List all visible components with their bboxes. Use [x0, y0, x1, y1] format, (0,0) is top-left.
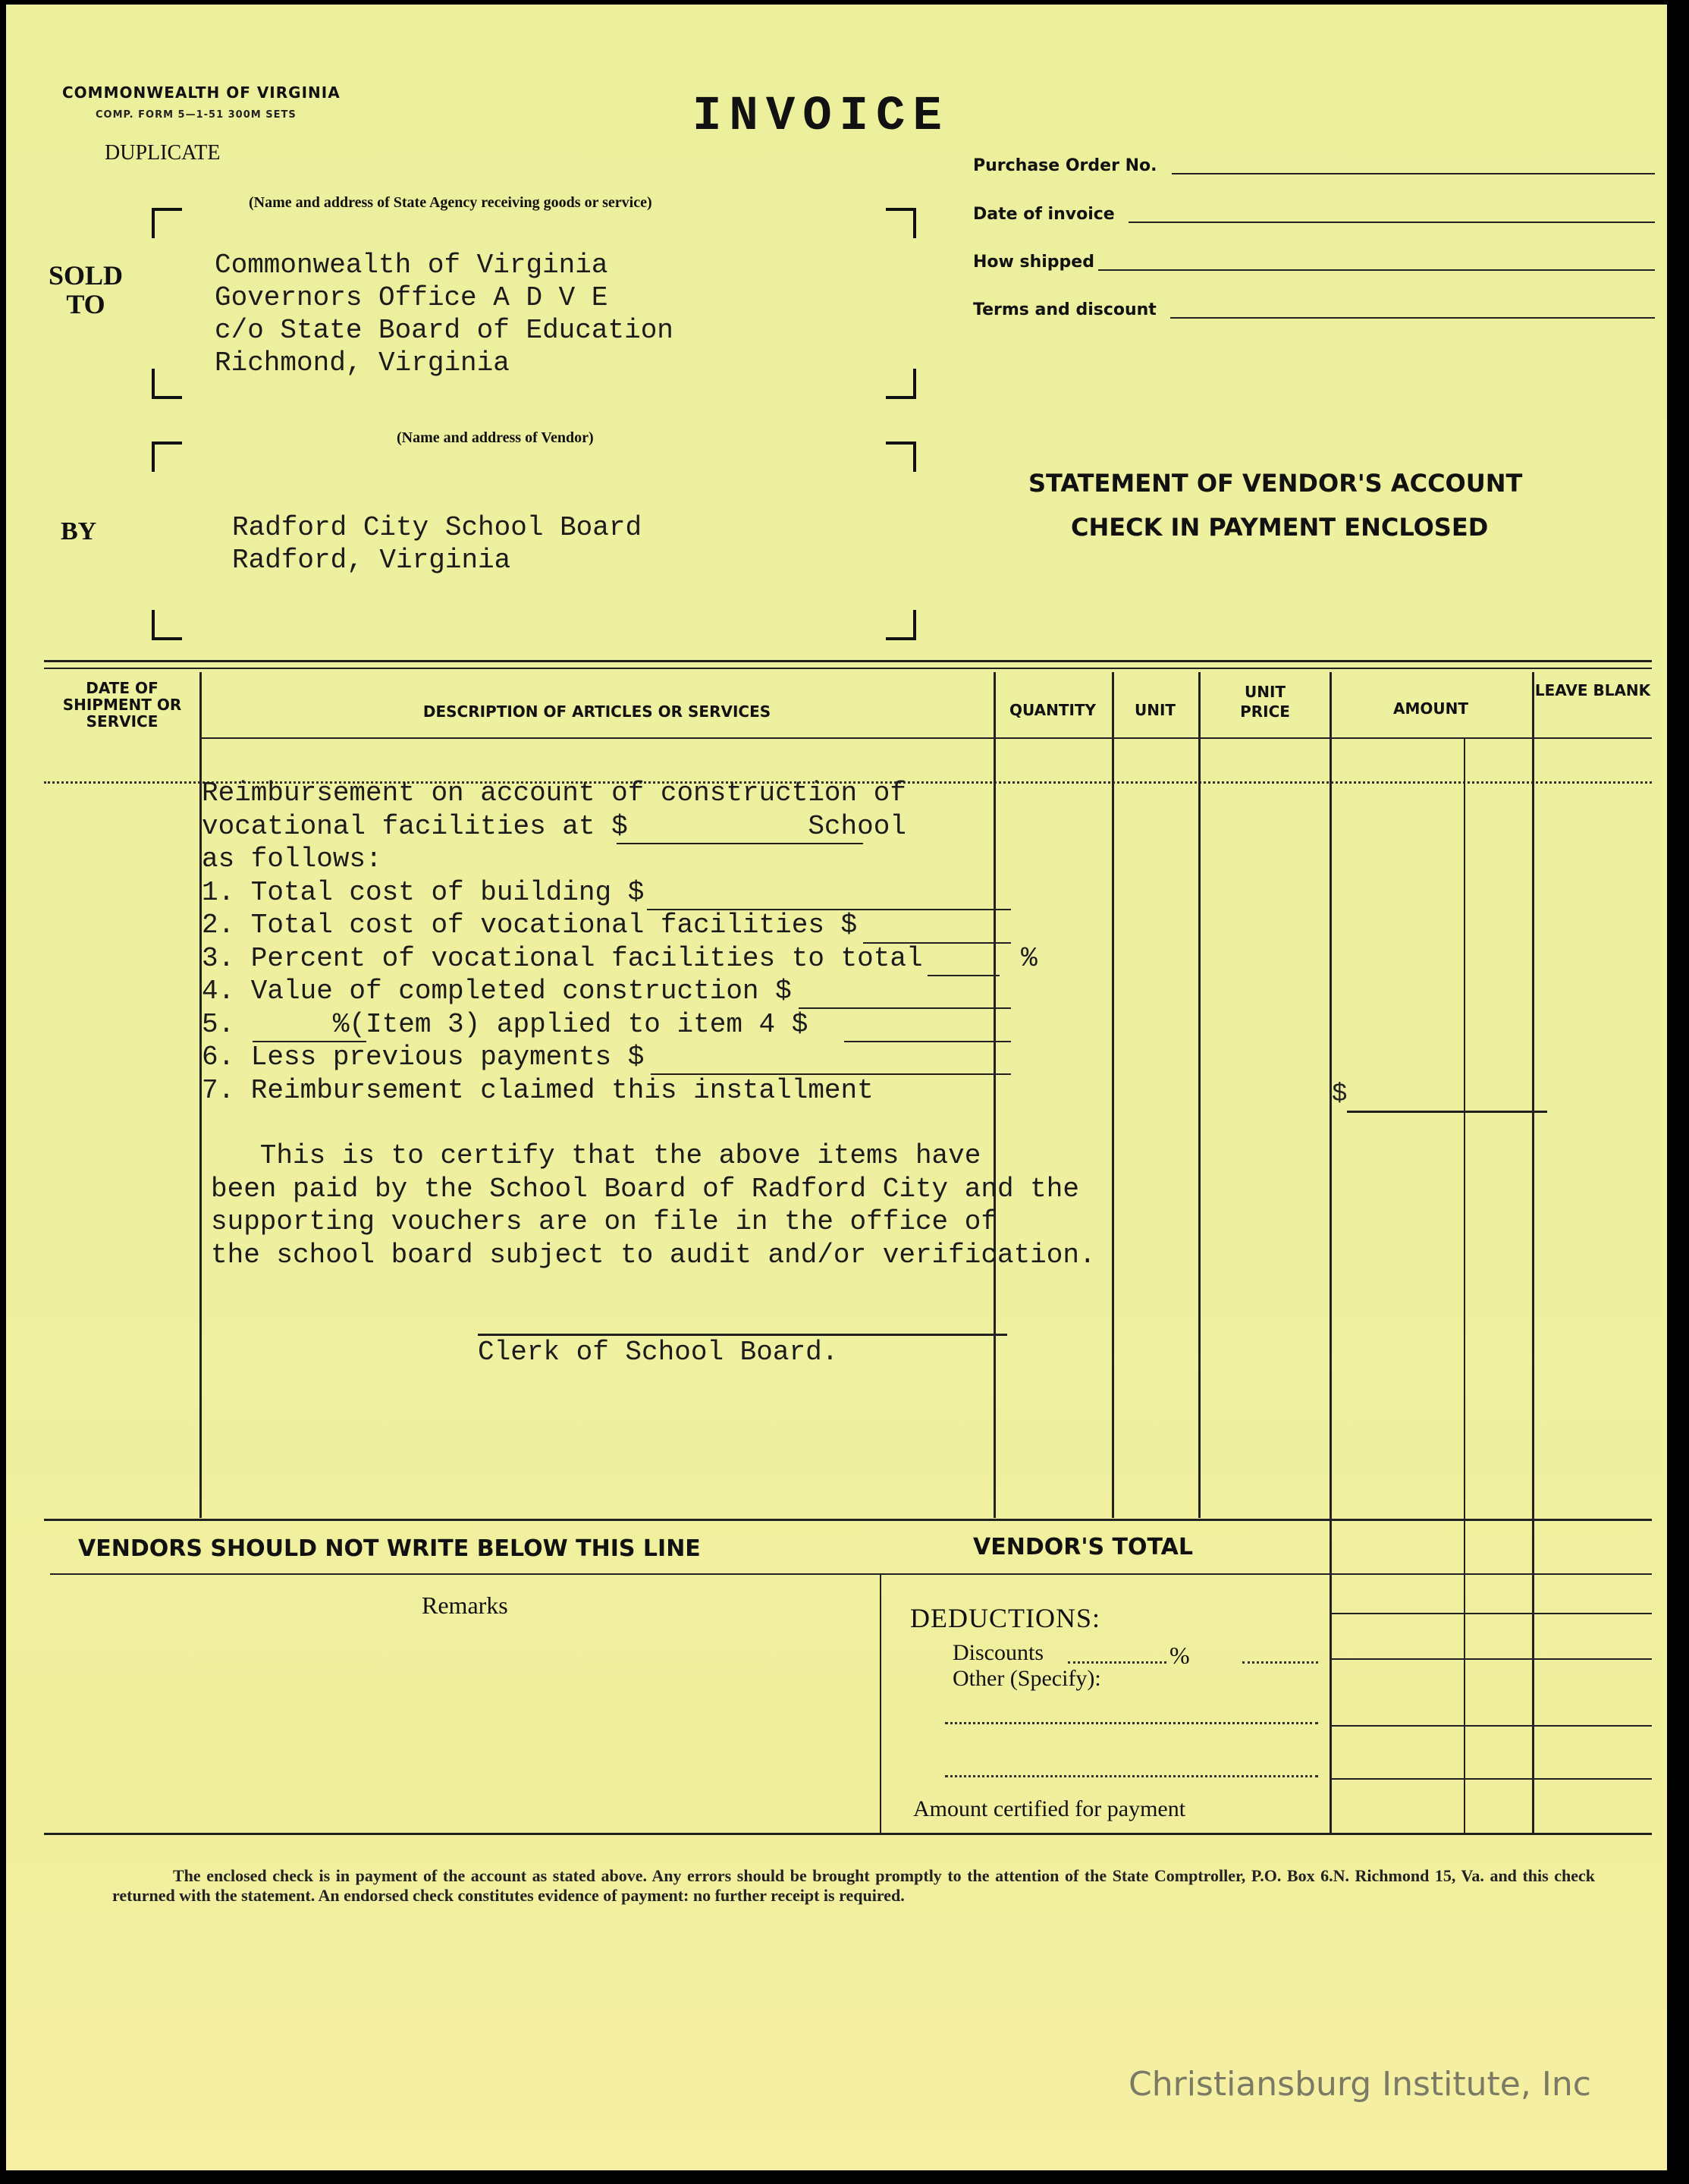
- reimbursement-amount-line[interactable]: [1347, 1111, 1547, 1113]
- signature-line[interactable]: [478, 1334, 1007, 1336]
- signature-caption: Clerk of School Board.: [478, 1337, 839, 1368]
- terms-discount-label: Terms and discount: [973, 300, 1157, 319]
- other-line-2[interactable]: [945, 1775, 1318, 1777]
- header-quantity: QUANTITY: [1009, 701, 1097, 719]
- form-code: COMP. FORM 5—1-51 300M SETS: [96, 109, 297, 121]
- how-shipped-line[interactable]: [1098, 269, 1655, 271]
- item4-blank[interactable]: [799, 1007, 1011, 1009]
- remarks-label: Remarks: [422, 1592, 508, 1619]
- description-line: 7. Reimbursement claimed this installment: [202, 1074, 874, 1106]
- certification-text: [211, 1139, 1096, 1271]
- description-line: as follows:: [202, 844, 382, 875]
- by-label: BY: [61, 517, 97, 545]
- bracket-bl: [152, 610, 182, 640]
- vendors-total-label: VENDOR'S TOTAL: [973, 1534, 1193, 1560]
- bracket-br: [886, 369, 916, 399]
- sold-label-line1: SOLD: [48, 260, 124, 291]
- terms-discount-line[interactable]: [1170, 317, 1655, 319]
- sold-to-line: Governors Office A D V E: [215, 282, 608, 313]
- amount-grid-rule: [1330, 1658, 1652, 1660]
- deductions-label: DEDUCTIONS:: [910, 1603, 1100, 1633]
- amount-grid-rule: [1330, 1778, 1652, 1780]
- sold-to-caption: (Name and address of State Agency receiving goods or service): [249, 194, 652, 211]
- bracket-tl: [152, 442, 182, 472]
- bottom-rule: [44, 1833, 1652, 1835]
- amount-dollar-sign: $: [1332, 1080, 1348, 1109]
- date-of-invoice-label: Date of invoice: [973, 205, 1115, 224]
- bracket-tr: [886, 442, 916, 472]
- amount-certified-label: Amount certified for payment: [913, 1796, 1186, 1821]
- sold-to-address: [215, 249, 673, 379]
- header-description: DESCRIPTION OF ARTICLES OR SERVICES: [422, 702, 771, 721]
- discounts-label: Discounts: [953, 1640, 1044, 1665]
- invoice-page: [6, 5, 1667, 2170]
- statement-line2: CHECK IN PAYMENT ENCLOSED: [1071, 513, 1489, 542]
- certify-line: been paid by the School Board of Radford City and the: [211, 1173, 1079, 1205]
- date-of-invoice-line[interactable]: [1129, 222, 1655, 223]
- sold-to-label: [44, 261, 127, 319]
- sold-to-line: Commonwealth of Virginia: [215, 250, 608, 281]
- vendor-line: Radford, Virginia: [232, 545, 511, 576]
- purchase-order-label: Purchase Order No.: [973, 156, 1157, 175]
- description-line: vocational facilities at $ School: [202, 810, 906, 842]
- other-specify-label: Other (Specify):: [953, 1666, 1101, 1691]
- description-line: 1. Total cost of building $: [202, 876, 645, 908]
- certify-line: supporting vouchers are on file in the office of: [211, 1206, 997, 1237]
- header-unit-price: UNIT PRICE: [1240, 683, 1290, 721]
- vendor-notice: VENDORS SHOULD NOT WRITE BELOW THIS LINE: [78, 1535, 701, 1562]
- header-bottom-rule: [199, 737, 1652, 739]
- discount-amount-dots[interactable]: [1242, 1661, 1318, 1664]
- item2-blank[interactable]: [863, 942, 1011, 944]
- school-name-blank[interactable]: [617, 843, 863, 844]
- bracket-tl: [152, 208, 182, 238]
- discounts-percent: %: [1169, 1642, 1190, 1669]
- col-divider-quantity: [1112, 672, 1114, 1518]
- table-top-rule-2: [44, 668, 1652, 669]
- purchase-order-line[interactable]: [1172, 173, 1655, 174]
- header-date: DATE OF SHIPMENT OR SERVICE: [62, 679, 182, 731]
- bracket-br: [886, 610, 916, 640]
- description-line: 5. %(Item 3) applied to item 4 $: [202, 1008, 808, 1040]
- other-line-1[interactable]: [945, 1722, 1318, 1724]
- bracket-bl: [152, 369, 182, 399]
- by-caption: (Name and address of Vendor): [397, 429, 594, 446]
- vendor-total-row-rule: [1330, 1613, 1652, 1614]
- item5-blank[interactable]: [844, 1041, 1011, 1042]
- header-unit: UNIT: [1134, 701, 1176, 719]
- certify-line: the school board subject to audit and/or verification.: [211, 1239, 1096, 1271]
- statement-line1: STATEMENT OF VENDOR'S ACCOUNT: [1028, 469, 1523, 498]
- copy-label: DUPLICATE: [105, 141, 221, 165]
- amount-cents-divider: [1464, 737, 1465, 1833]
- header-amount: AMOUNT: [1392, 699, 1468, 718]
- watermark: Christiansburg Institute, Inc: [1129, 2065, 1591, 2104]
- amount-grid-rule: [1330, 1725, 1652, 1727]
- fine-print: The enclosed check is in payment of the account as stated above. Any errors should be brought promptly to the attention of the State Comptroller, P.O. Box 6.N. Richmond 15, Va. and this check returned with the statement. An endorsed check constitutes evidence of payment: no further receipt is required.: [112, 1866, 1595, 1905]
- sold-to-line: c/o State Board of Education: [215, 315, 673, 346]
- remarks-divider: [880, 1575, 881, 1833]
- sold-to-line: Richmond, Virginia: [215, 347, 510, 379]
- vendor-address: [232, 511, 642, 577]
- item3-blank[interactable]: [928, 975, 1000, 976]
- col-divider-unit: [1198, 672, 1201, 1518]
- description-line: 3. Percent of vocational facilities to total %: [202, 942, 1038, 974]
- how-shipped-label: How shipped: [973, 253, 1094, 272]
- description-line: 6. Less previous payments $: [202, 1042, 645, 1073]
- header-leave-blank: LEAVE BLANK: [1534, 681, 1651, 699]
- item6-blank[interactable]: [651, 1073, 1011, 1075]
- invoice-title: INVOICE: [692, 90, 950, 144]
- item5-percent-blank[interactable]: [253, 1041, 366, 1042]
- table-top-rule: [44, 660, 1652, 662]
- issuer-name: COMMONWEALTH OF VIRGINIA: [62, 83, 341, 102]
- item1-blank[interactable]: [647, 909, 1011, 910]
- remarks-top-rule: [50, 1573, 1652, 1575]
- vendor-line: Radford City School Board: [232, 512, 642, 543]
- bracket-tr: [886, 208, 916, 238]
- description-line: 4. Value of completed construction $: [202, 976, 792, 1007]
- discount-percent-dots[interactable]: [1068, 1661, 1166, 1664]
- description-line: Reimbursement on account of construction of: [202, 778, 906, 809]
- sold-label-line2: TO: [66, 289, 105, 319]
- description-line: 2. Total cost of vocational facilities $: [202, 910, 858, 941]
- vendor-section-top-rule: [44, 1519, 1652, 1521]
- certify-line: This is to certify that the above items have: [211, 1140, 981, 1171]
